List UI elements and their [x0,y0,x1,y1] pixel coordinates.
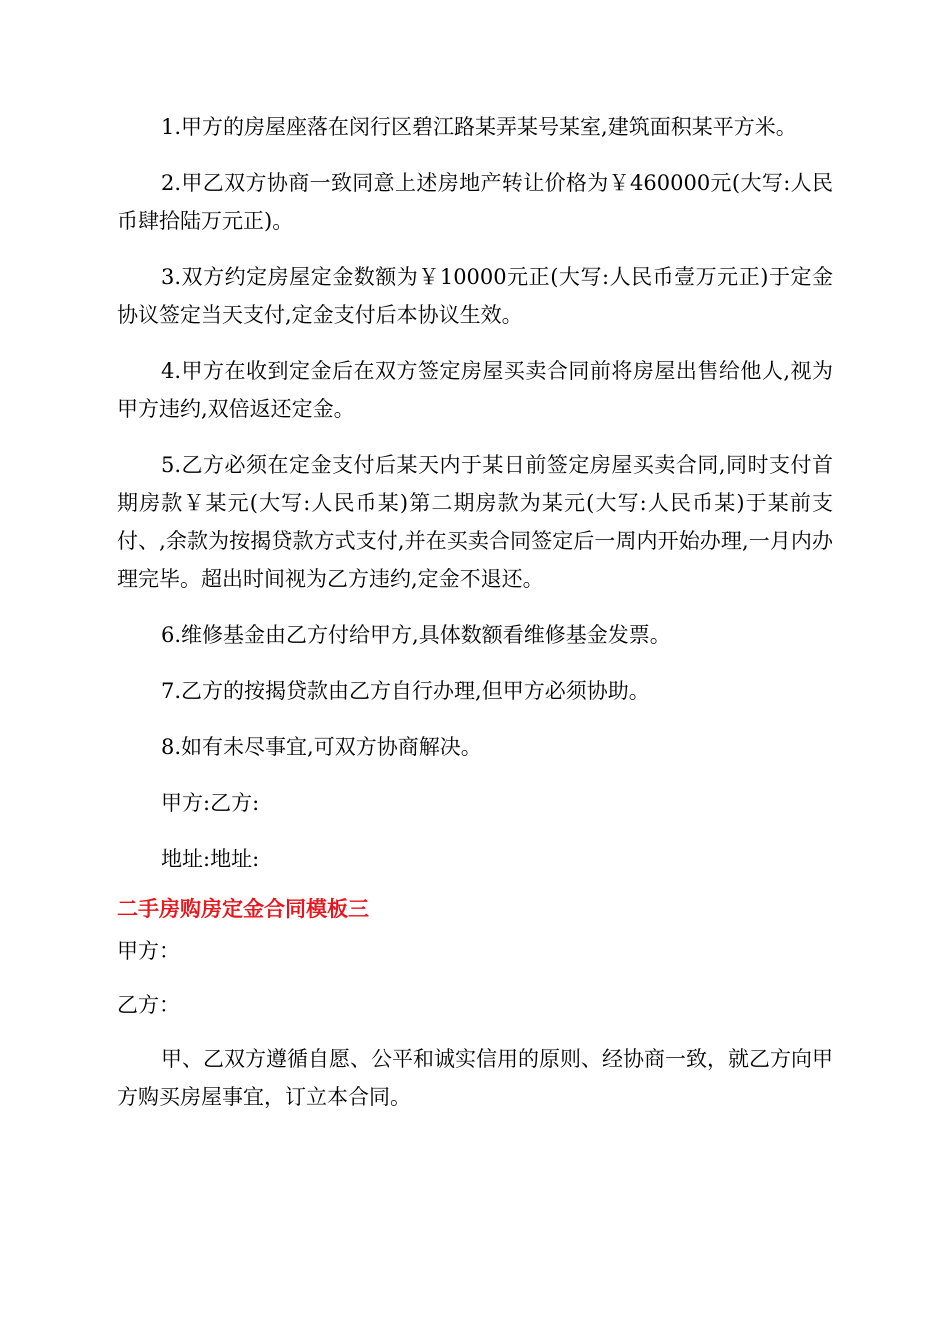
signature-addresses: 地址:地址: [161,847,260,871]
contract-intro: 甲、乙双方遵循自愿、公平和诚实信用的原则、经协商一致，就乙方向甲方购买房屋事宜，订立本合同。 [117,1047,833,1109]
clause-7: 7.乙方的按揭贷款由乙方自行办理,但甲方必须协助。 [161,679,650,703]
document-body [117,108,833,1134]
party-b-label: 乙方： [117,993,180,1017]
clause-2: 2.甲乙双方协商一致同意上述房地产转让价格为￥460000元(大写:人民币肆拾陆万元正)。 [117,171,833,233]
party-a-label: 甲方： [117,939,180,963]
clause-3: 3.双方约定房屋定金数额为￥10000元正(大写:人民币壹万元正)于定金协议签定当天支付,定金支付后本协议生效。 [117,265,833,327]
clause-8: 8.如有未尽事宜,可双方协商解决。 [161,735,482,759]
clause-4: 4.甲方在收到定金后在双方签定房屋买卖合同前将房屋出售给他人,视为甲方违约,双倍返还定金。 [117,359,833,421]
clause-6: 6.维修基金由乙方付给甲方,具体数额看维修基金发票。 [161,623,671,647]
clause-1: 1.甲方的房屋座落在闵行区碧江路某弄某号某室,建筑面积某平方米。 [161,115,797,139]
clause-5: 5.乙方必须在定金支付后某天内于某日前签定房屋买卖合同,同时支付首期房款￥某元(大写:人民币某)第二期房款为某元(大写:人民币某)于某前支付、,余款为按揭贷款方式支付,并在买卖合同签定后一周内开始办理,一月内办理完毕。超出时间视为乙方违约,定金不退还。 [117,453,833,591]
signature-parties: 甲方:乙方: [161,791,260,815]
section-heading: 二手房购房定金合同模板三 [117,897,369,921]
